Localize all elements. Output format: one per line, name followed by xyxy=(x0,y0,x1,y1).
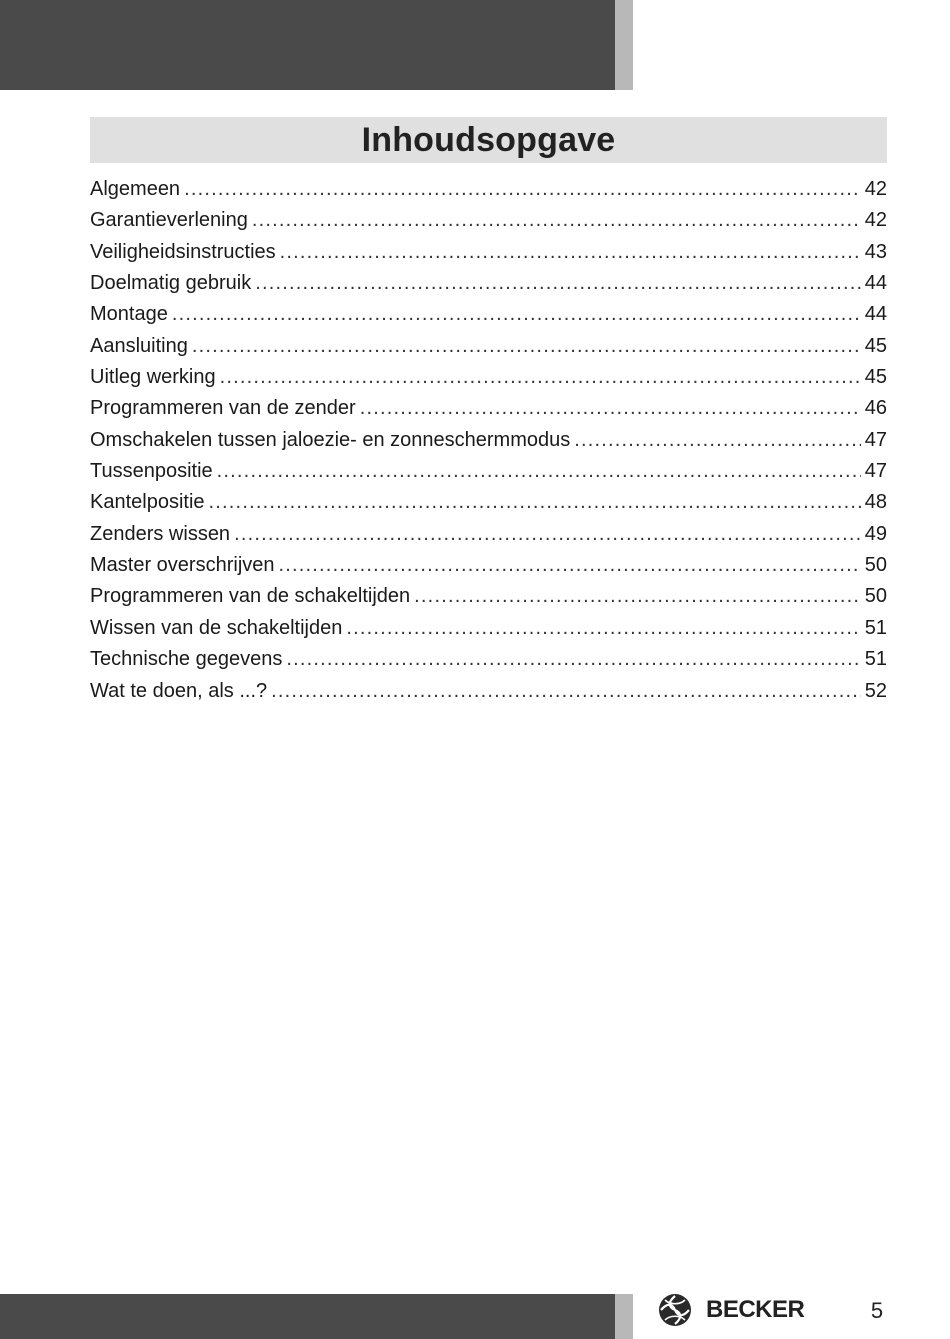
toc-leader xyxy=(360,393,861,424)
toc-entry-page: 52 xyxy=(864,679,887,702)
bottom-decor-bar xyxy=(0,1294,615,1339)
toc-entry-label: Wat te doen, als ...? xyxy=(90,679,268,702)
top-decor-bar xyxy=(0,0,615,90)
toc-leader xyxy=(271,676,861,707)
toc-entry-label: Algemeen xyxy=(90,178,181,200)
toc-entry-label: Doelmatig gebruik xyxy=(90,272,252,295)
becker-logo-icon xyxy=(658,1293,692,1327)
toc-entry[interactable] xyxy=(90,393,887,424)
toc-entry-page: 45 xyxy=(864,334,887,357)
toc-entry[interactable] xyxy=(90,268,887,299)
toc-entry-page: 46 xyxy=(864,397,887,420)
toc-entry[interactable] xyxy=(90,456,887,487)
toc-entry-label: Uitleg werking xyxy=(90,366,216,389)
toc-entry-label: Montage xyxy=(90,303,168,326)
toc-entry-page: 49 xyxy=(864,522,887,545)
toc-entry-label: Omschakelen tussen jaloezie- en zonneschermmodus xyxy=(90,428,571,451)
toc-entry-label: Programmeren van de schakeltijden xyxy=(90,585,411,608)
toc-leader xyxy=(574,425,861,456)
toc-entry[interactable] xyxy=(90,644,887,675)
toc-leader xyxy=(414,581,861,612)
toc-leader xyxy=(217,456,861,487)
toc-leader xyxy=(220,362,861,393)
toc-entry-page: 47 xyxy=(864,460,887,483)
toc-entry-label: Programmeren van de zender xyxy=(90,397,356,420)
toc-entry[interactable] xyxy=(90,550,887,581)
toc-entry-label: Tussenpositie xyxy=(90,460,213,483)
toc-entry-page: 51 xyxy=(864,648,887,671)
toc-entry-label: Master overschrijven xyxy=(90,554,275,577)
toc-entry-page: 42 xyxy=(864,209,887,232)
toc-entry-label: Veiligheidsinstructies xyxy=(90,240,276,263)
page-number: 5 xyxy=(870,1298,884,1323)
toc-leader xyxy=(172,299,861,330)
toc-entry[interactable] xyxy=(90,237,887,268)
toc-leader xyxy=(252,205,861,236)
toc-entry-label: Zenders wissen xyxy=(90,522,231,545)
toc-entry-label: Aansluiting xyxy=(90,334,188,357)
becker-logo xyxy=(658,1293,804,1327)
toc-leader xyxy=(192,331,861,362)
toc-leader xyxy=(209,487,861,518)
toc-leader xyxy=(346,613,860,644)
toc-leader xyxy=(184,174,861,205)
toc-entry[interactable] xyxy=(90,299,887,330)
toc-entry-label: Kantelpositie xyxy=(90,491,205,514)
toc-entry[interactable] xyxy=(90,174,887,205)
becker-logo-text: BECKER xyxy=(706,1296,805,1323)
toc-entry-page: 47 xyxy=(864,428,887,451)
toc-entry-page: 44 xyxy=(864,303,887,326)
toc-entry-page: 43 xyxy=(864,240,887,263)
toc-leader xyxy=(279,550,861,581)
title-band xyxy=(90,117,887,163)
top-decor-bar-accent xyxy=(615,0,633,90)
toc-entry[interactable] xyxy=(90,676,887,707)
toc-entry-page: 48 xyxy=(864,491,887,514)
table-of-contents xyxy=(90,174,887,707)
toc-entry[interactable] xyxy=(90,487,887,518)
toc-leader xyxy=(286,644,860,675)
toc-entry[interactable] xyxy=(90,362,887,393)
toc-leader xyxy=(234,519,861,550)
toc-entry[interactable] xyxy=(90,425,887,456)
toc-leader xyxy=(280,237,861,268)
toc-entry-page: 51 xyxy=(864,616,887,639)
toc-entry-label: Technische gegevens xyxy=(90,648,283,671)
toc-entry[interactable] xyxy=(90,519,887,550)
toc-entry-page: 50 xyxy=(864,554,887,577)
toc-leader xyxy=(255,268,861,299)
toc-entry[interactable] xyxy=(90,613,887,644)
toc-entry-page: 50 xyxy=(864,585,887,608)
toc-entry[interactable] xyxy=(90,581,887,612)
bottom-decor-bar-accent xyxy=(615,1294,633,1339)
toc-entry-label: Garantieverlening xyxy=(90,209,248,232)
toc-entry[interactable] xyxy=(90,331,887,362)
toc-entry[interactable] xyxy=(90,205,887,236)
toc-entry-page: 44 xyxy=(864,272,887,295)
toc-entry-page: 42 xyxy=(864,178,887,200)
toc-entry-label: Wissen van de schakeltijden xyxy=(90,616,343,639)
page-title: Inhoudsopgave xyxy=(361,120,616,159)
toc-entry-page: 45 xyxy=(864,366,887,389)
